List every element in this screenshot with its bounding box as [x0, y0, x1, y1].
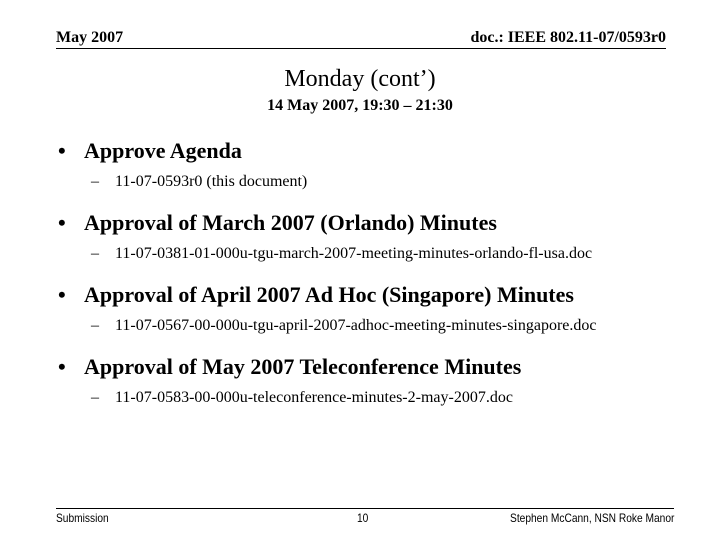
sub-item-march-doc [58, 243, 678, 265]
sub-item-text: 11-07-0593r0 (this document) [115, 173, 308, 190]
header-date: May 2007 [56, 29, 124, 46]
footer-submission: Submission [56, 511, 109, 525]
dash-icon: – [91, 173, 99, 190]
bullet-item-march-minutes [58, 209, 678, 237]
sub-item-text: 11-07-0583-00-000u-teleconference-minutes-2-may-2007.doc [115, 389, 513, 406]
sub-item-agenda-doc [58, 171, 678, 193]
sub-item-text: 11-07-0567-00-000u-tgu-april-2007-adhoc-meeting-minutes-singapore.doc [115, 317, 597, 334]
bullet-icon: • [58, 282, 66, 307]
bullet-text: Approval of April 2007 Ad Hoc (Singapore) Minutes [84, 282, 574, 307]
bullet-list [58, 137, 678, 409]
dash-icon: – [91, 317, 99, 334]
slide-title: Monday (cont’) [284, 66, 436, 92]
header-doc-id: doc.: IEEE 802.11-07/0593r0 [470, 29, 666, 46]
bullet-text: Approval of May 2007 Teleconference Minutes [84, 354, 522, 379]
footer-author: Stephen McCann, NSN Roke Manor [509, 511, 674, 525]
dash-icon: – [91, 245, 99, 262]
bullet-item-approve-agenda [58, 137, 678, 165]
bullet-item-may-minutes [58, 353, 678, 381]
bullet-text: Approve Agenda [84, 138, 242, 163]
bullet-text: Approval of March 2007 (Orlando) Minutes [84, 210, 497, 235]
slide-subtitle: 14 May 2007, 19:30 – 21:30 [267, 97, 453, 114]
header-divider [56, 48, 666, 49]
sub-item-text: 11-07-0381-01-000u-tgu-march-2007-meeting-minutes-orlando-fl-usa.doc [115, 245, 593, 262]
bullet-icon: • [58, 354, 66, 379]
sub-item-april-doc [58, 315, 678, 337]
dash-icon: – [91, 389, 99, 406]
footer-page-number: 10 [357, 511, 369, 525]
bullet-item-april-minutes [58, 281, 678, 309]
footer-divider [56, 508, 674, 509]
sub-item-may-doc [58, 387, 678, 409]
bullet-icon: • [58, 138, 66, 163]
bullet-icon: • [58, 210, 66, 235]
